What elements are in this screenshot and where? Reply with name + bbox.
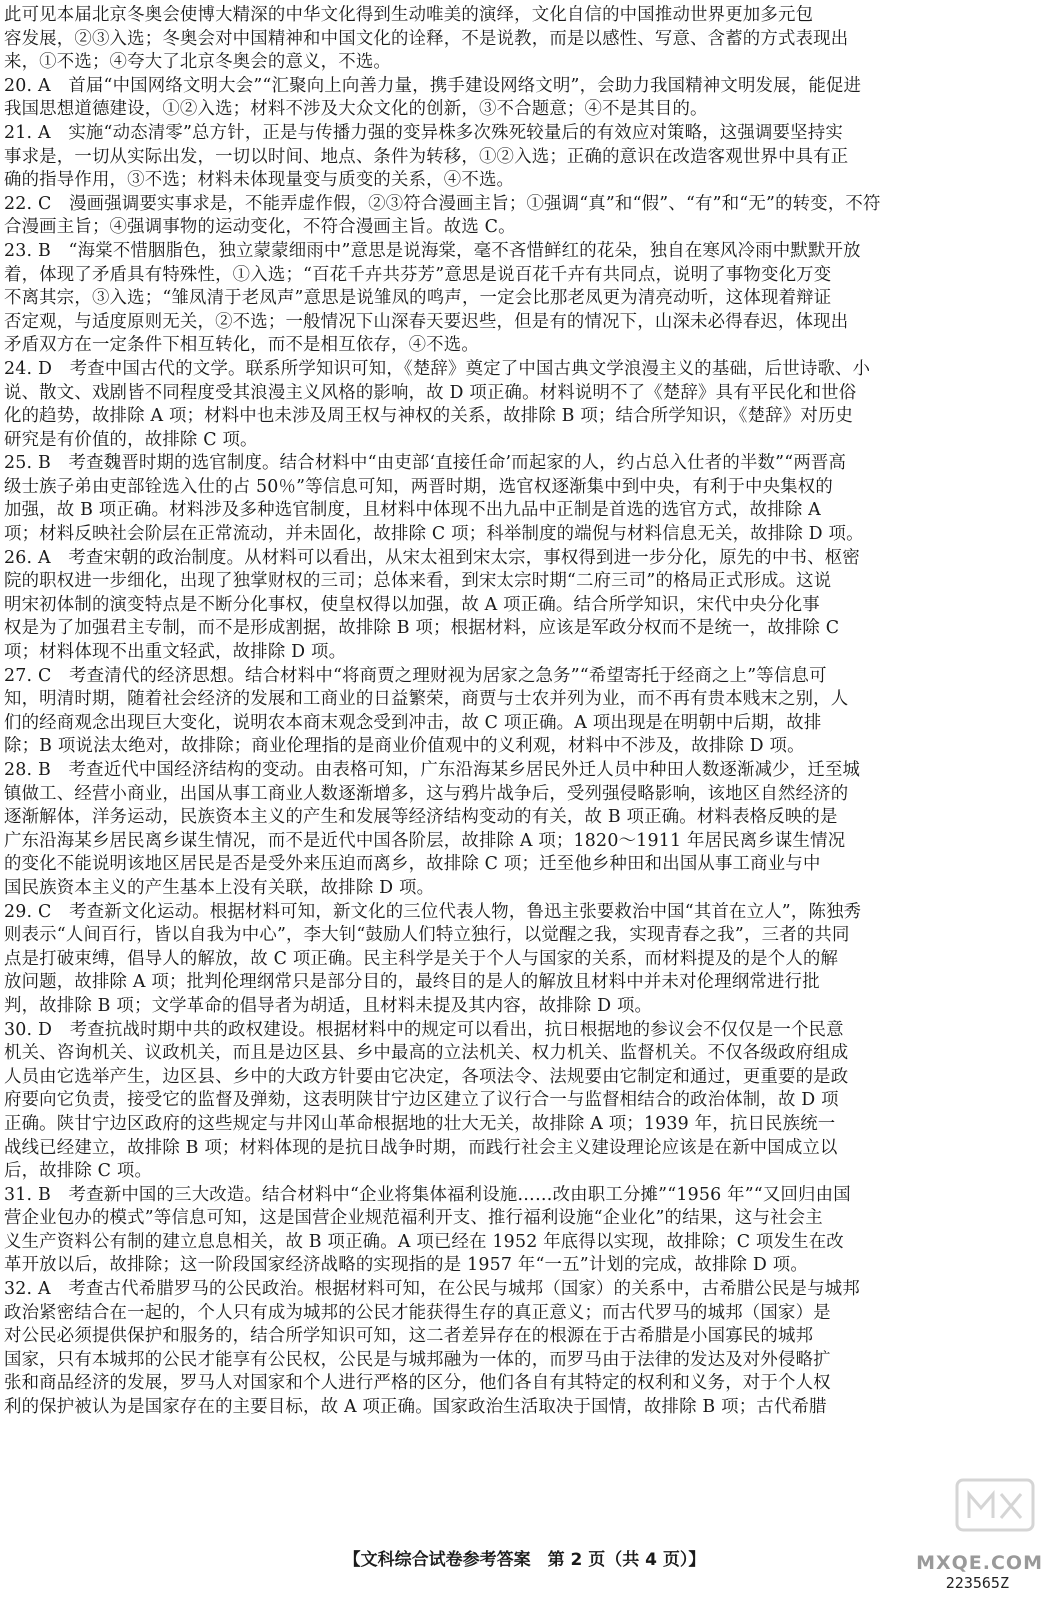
text-line: 30. D 考查抗战时期中共的政权建设。根据材料中的规定可以看出，抗日根据地的参议会不仅仅是一个民意 [4, 1019, 844, 1040]
text-line: 22. C 漫画强调要实事求是，不能弄虚作假，②③符合漫画主旨；①强调“真”和“假”、“有”和“无”的转变，不符 [4, 193, 881, 214]
page-footer: 【文科综合试卷参考答案 第 2 页（共 4 页）】 [343, 1550, 706, 1570]
text-line: 此可见本届北京冬奥会使博大精深的中华文化得到生动唯美的演绎，文化自信的中国推动世界更加多元包 [4, 5, 814, 25]
text-line: 国家，只有本城邦的公民才能享有公民权，公民是与城邦融为一体的，而罗马由于法律的发达及对外侵略扩 [4, 1349, 831, 1370]
text-line: 权是为了加强君主专制，而不是形成割据，故排除 B 项；根据材料，应该是军政分权而不是统一，故排除 C [4, 618, 840, 639]
text-line: 广东沿海某乡居民离乡谋生情况，而不是近代中国各阶层，故排除 A 项；1820～1911 年居民离乡谋生情况 [4, 830, 846, 851]
text-line: 来，①不选；④夸大了北京冬奥会的意义，不选。 [4, 52, 391, 73]
text-line: 21. A 实施“动态清零”总方针，正是与传播力强的变异株多次殊死较量后的有效应对策略，这强调要坚持实 [4, 122, 843, 143]
text-line: 不离其宗，③入选；“雏凤清于老凤声”意思是说雏凤的鸣声，一定会比那老凤更为清亮动听，这体现着辩证 [4, 288, 832, 309]
text-line: 确的指导作用，③不选；材料未体现量变与质变的关系，④不选。 [4, 170, 515, 191]
text-line: 放问题，故排除 A 项；批判伦理纲常只是部分目的，最终目的是人的解放且材料中并未对伦理纲常进行批 [4, 972, 820, 993]
text-line: 人员由它选举产生，边区县、乡中的大政方针要由它决定，各项法令、法规要由它制定和通过，更重要的是政 [4, 1066, 849, 1087]
text-line: 31. B 考查新中国的三大改造。结合材料中“企业将集体福利设施……改由职工分摊”“1956 年”“又回归由国 [4, 1184, 851, 1205]
text-line: 加强，故 B 项正确。材料涉及多种选官制度，且材料中体现不出九品中正制是首选的选官方式，故排除 A [4, 500, 821, 521]
text-line: 化的趋势，故排除 A 项；材料中也未涉及周王权与神权的关系，故排除 B 项；结合所学知识，《楚辞》对历史 [4, 406, 854, 427]
text-line: 革开放以后，故排除；这一阶段国家经济战略的实现指的是 1957 年“一五”计划的完成，故排除 D 项。 [4, 1255, 808, 1276]
text-line: 说、散文、戏剧皆不同程度受其浪漫主义风格的影响，故 D 项正确。材料说明不了《楚辞》具有平民化和世俗 [4, 382, 857, 403]
text-line: 24. D 考查中国古代的文学。联系所学知识可知，《楚辞》奠定了中国古典文学浪漫主义的基础，后世诗歌、小 [4, 358, 871, 379]
text-line: 项；材料反映社会阶层在正常流动，并未固化，故排除 C 项；科举制度的端倪与材料信息无关，故排除 D 项。 [4, 524, 864, 545]
text-line: 府要向它负责，接受它的监督及弹劾，这表明陕甘宁边区建立了议行合一与监督相结合的政治体制，故 D 项 [4, 1090, 839, 1111]
text-line: 张和商品经济的发展，罗马人对国家和个人进行严格的区分，他们各自有其特定的权利和义务，对于个人权 [4, 1373, 831, 1394]
text-line: 27. C 考查清代的经济思想。结合材料中“将商贾之理财视为居家之急务”“希望寄托于经商之上”等信息可 [4, 665, 827, 686]
text-line: 除；B 项说法太绝对，故排除；商业伦理指的是商业价值观中的义利观，材料中不涉及，故排除 D 项。 [4, 736, 805, 757]
text-line: 机关、咨询机关、议政机关，而且是边区县、乡中最高的立法机关、权力机关、监督机关。不仅各级政府组成 [4, 1043, 849, 1064]
document-code: 223565Z [945, 1574, 1009, 1592]
text-line: 战线已经建立，故排除 B 项；材料体现的是抗日战争时期，而践行社会主义建设理论应该是在新中国成立以 [4, 1137, 838, 1158]
text-line: 事求是，一切从实际出发，一切以时间、地点、条件为转移，①②入选；正确的意识在改造客观世界中具有正 [4, 146, 849, 167]
text-line: 逐渐解体，洋务运动，民族资本主义的产生和发展等经济结构变动的有关，故 B 项正确。材料表格反映的是 [4, 807, 838, 828]
text-line: 28. B 考查近代中国经济结构的变动。由表格可知，广东沿海某乡居民外迁人员中种田人数逐渐减少，迁至城 [4, 760, 861, 780]
text-line: 26. A 考查宋朝的政治制度。从材料可以看出，从宋太祖到宋太宗，事权得到进一步分化，原先的中书、枢密 [4, 547, 860, 568]
text-line: 矛盾双方在一定条件下相互转化，而不是相互依存，④不选。 [4, 335, 479, 356]
text-line: 政治紧密结合在一起的，个人只有成为城邦的公民才能获得生存的真正意义；而古代罗马的城邦（国家）是 [4, 1302, 831, 1323]
text-line: 的变化不能说明该地区居民是否是受外来压迫而离乡，故排除 C 项；迁至他乡种田和出国从事工商业与中 [4, 854, 821, 875]
text-line: 32. A 考查古代希腊罗马的公民政治。根据材料可知，在公民与城邦（国家）的关系中，古希腊公民是与城邦 [4, 1279, 860, 1300]
text-line: 我国思想道德建设，①②入选；材料不涉及大众文化的创新，③不合题意；④不是其目的。 [4, 99, 708, 120]
text-line: 研究是有价值的，故排除 C 项。 [4, 429, 258, 450]
text-line: 镇做工、经营小商业，出国从事工商业人数逐渐增多，这与鸦片战争后，受列强侵略影响，该地区自然经济的 [4, 783, 849, 804]
text-line: 点是打破束缚，倡导人的解放，故 C 项正确。民主科学是关于个人与国家的关系，而材料提及的是个人的解 [4, 948, 839, 969]
text-line: 后，故排除 C 项。 [4, 1161, 153, 1182]
text-line: 义生产资料公有制的建立息息相关，故 B 项正确。A 项已经在 1952 年底得以实现，故排除；C 项发生在改 [4, 1231, 844, 1252]
text-line: 29. C 考查新文化运动。根据材料可知，新文化的三位代表人物，鲁迅主张要救治中国“其首在立人”，陈独秀 [4, 901, 862, 922]
text-line: 容发展，②③入选；冬奥会对中国精神和中国文化的诠释，不是说教，而是以感性、写意、含蓄的方式表现出 [4, 28, 849, 49]
text-line: 着，体现了矛盾具有特殊性，①入选；“百花千卉共芬芳”意思是说百花千卉有共同点，说明了事物变化万变 [4, 264, 832, 285]
text-line: 正确。陕甘宁边区政府的这些规定与井冈山革命根据地的壮大无关，故排除 A 项；1939 年，抗日民族统一 [4, 1113, 836, 1134]
text-line: 知，明清时期，随着社会经济的发展和工商业的日益繁荣，商贾与士农并列为业，而不再有贵本贱末之别，人 [4, 689, 849, 710]
text-line: 们的经商观念出现巨大变化，说明农本商末观念受到冲击，故 C 项正确。A 项出现是在明朝中后期，故排 [4, 712, 822, 733]
watermark-logo-icon [949, 1470, 1041, 1552]
text-line: 合漫画主旨；④强调事物的运动变化，不符合漫画主旨。故选 C。 [4, 217, 516, 238]
text-line: 项；材料体现不出重文轻武，故排除 D 项。 [4, 642, 347, 663]
text-line: 否定观，与适度原则无关，②不选；一般情况下山深春天要迟些，但是有的情况下，山深未必得春迟，体现出 [4, 311, 849, 332]
text-line: 25. B 考查魏晋时期的选官制度。结合材料中“由吏部‘直接任命’而起家的人，约占总入仕者的半数”“两晋高 [4, 453, 847, 474]
text-line: 23. B “海棠不惜胭脂色，独立蒙蒙细雨中”意思是说海棠，毫不吝惜鲜红的花朵，独自在寒风冷雨中默默开放 [4, 240, 861, 261]
text-line: 判，故排除 B 项；文学革命的倡导者为胡适，且材料未提及其内容，故排除 D 项。 [4, 995, 653, 1016]
answer-text-body [4, 4, 1016, 1420]
text-line: 利的保护被认为是国家存在的主要目标，故 A 项正确。国家政治生活取决于国情，故排除 B 项；古代希腊 [4, 1397, 827, 1418]
text-line: 院的职权进一步细化，出现了独掌财权的三司；总体来看，到宋太宗时期“二府三司”的格局正式形成。这说 [4, 571, 832, 592]
text-line: 国民族资本主义的产生基本上没有关联，故排除 D 项。 [4, 877, 435, 898]
text-line: 营企业包办的模式”等信息可知，这是国营企业规范福利开支、推行福利设施“企业化”的结果，这与社会主 [4, 1208, 823, 1229]
text-line: 对公民必须提供保护和服务的，结合所学知识可知，这二者差异存在的根源在于古希腊是小国寡民的城邦 [4, 1326, 814, 1347]
watermark-text: MXQE.COM [916, 1552, 1043, 1574]
text-line: 则表示“人间百行，皆以自我为中心”，李大钊“鼓励人们特立独行，以觉醒之我，实现青春之我”，三者的共同 [4, 925, 850, 946]
text-line: 级士族子弟由吏部铨选入仕的占 50％”等信息可知，两晋时期，选官权逐渐集中到中央，有利于中央集权的 [4, 476, 833, 497]
text-line: 20. A 首届“中国网络文明大会”“汇聚向上向善力量，携手建设网络文明”，会助力我国精神文明发展，能促进 [4, 75, 862, 96]
text-line: 明宋初体制的演变特点是不断分化事权，使皇权得以加强，故 A 项正确。结合所学知识，宋代中央分化事 [4, 594, 820, 615]
